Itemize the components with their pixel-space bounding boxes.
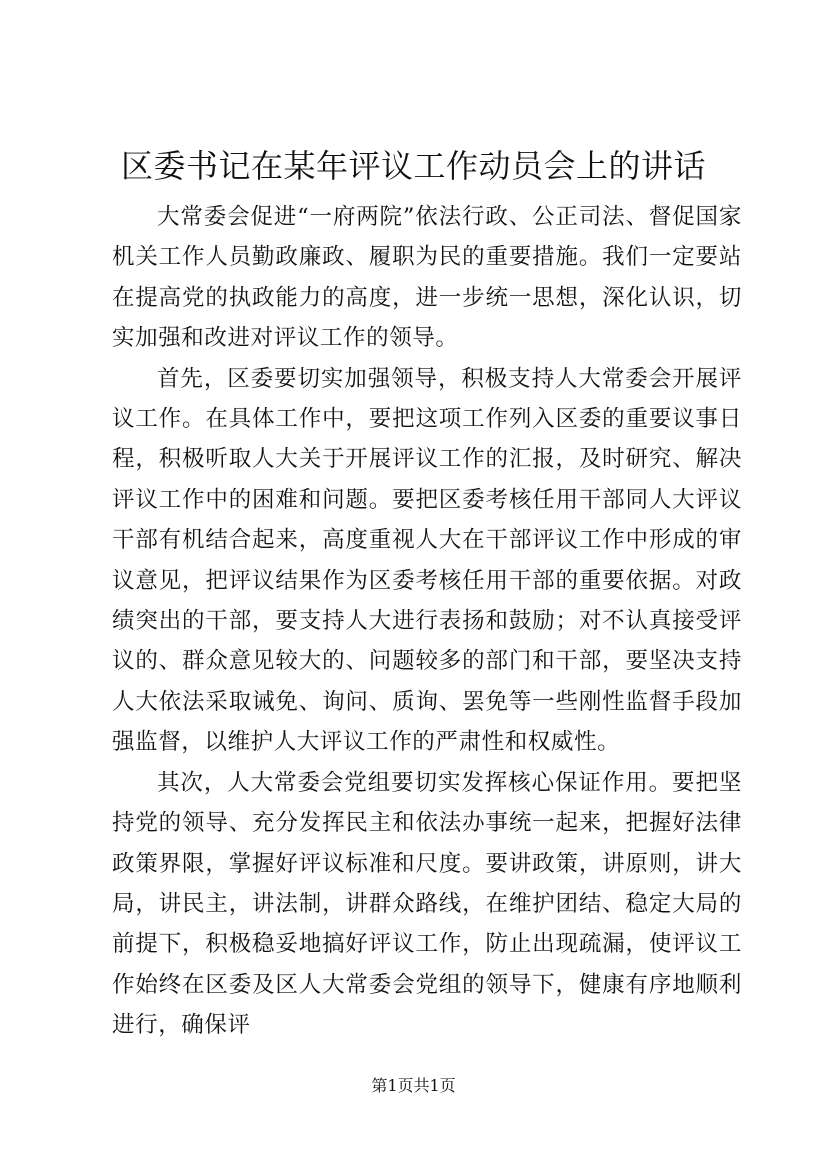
paragraph-1: 大常委会促进“一府两院”依法行政、公正司法、督促国家机关工作人员勤政廉政、履职为民的重要措施。我们一定要站在提高党的执政能力的高度，进一步统一思想，深化认识，切实加强和改进对评议工作的领导。 <box>112 204 742 352</box>
page-total: 共1页 <box>413 1076 456 1095</box>
paragraph-3: 其次，人大常委会党组要切实发挥核心保证作用。要把坚持党的领导、充分发挥民主和依法办事统一起来，把握好法律政策界限，掌握好评议标准和尺度。要讲政策，讲原则，讲大局，讲民主，讲法制，讲群众路线，在维护团结、稳定大局的前提下，积极稳妥地搞好评议工作，防止出现疏漏，使评议工作始终在区委及区人大常委会党组的领导下，健康有序地顺利进行，确保评 <box>112 769 742 1039</box>
page-footer <box>0 1076 827 1096</box>
page-number: 第1页 <box>371 1076 414 1095</box>
paragraph-2: 首先，区委要切实加强领导，积极支持人大常委会开展评议工作。在具体工作中，要把这项工作列入区委的重要议事日程，积极听取人大关于开展评议工作的汇报，及时研究、解决评议工作中的困难和问题。要把区委考核任用干部同人大评议干部有机结合起来，高度重视人大在干部评议工作中形成的审议意见，把评议结果作为区委考核任用干部的重要依据。对政绩突出的干部，要支持人大进行表扬和鼓励；对不认真接受评议的、群众意见较大的、问题较多的部门和干部，要坚决支持人大依法采取诫免、询问、质询、罢免等一些刚性监督手段加强监督，以维护人大评议工作的严肃性和权威性。 <box>112 365 742 756</box>
document-title: 区委书记在某年评议工作动员会上的讲话 <box>120 147 706 185</box>
document-body <box>112 197 742 1046</box>
